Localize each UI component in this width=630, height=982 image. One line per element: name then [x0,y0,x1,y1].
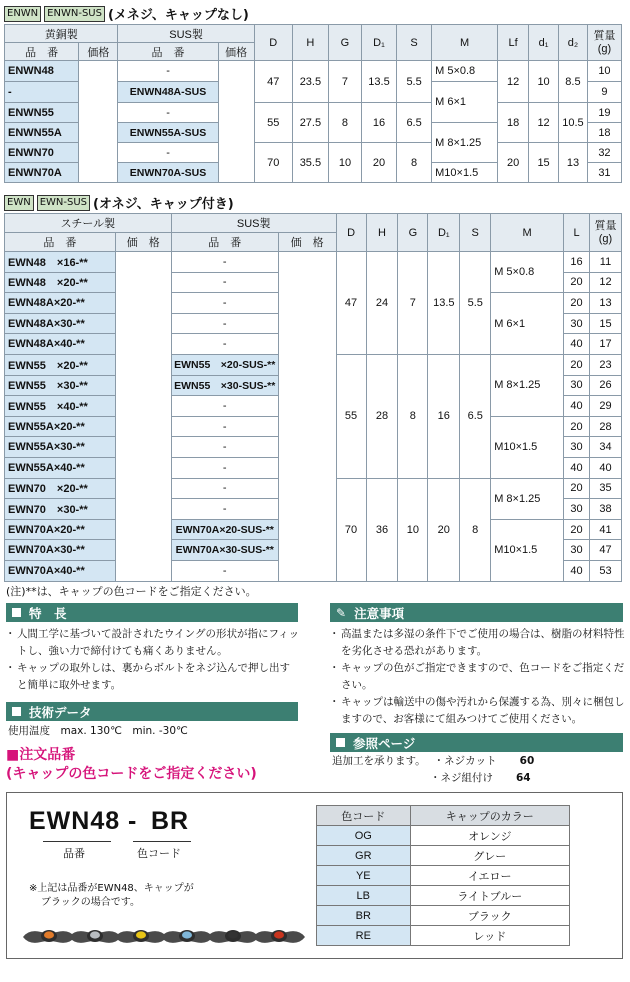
features-header [6,603,298,622]
spec-d2: 10.5 [559,103,588,143]
footnote: (注)**は、キャップの色コードをご指定ください。 [6,585,257,598]
header-mass: 質量(g) [590,214,622,252]
header-m: M [432,25,498,61]
tech-title: 技術データ [29,704,92,720]
color-code: YE [317,866,411,886]
color-code-table [316,805,570,946]
spec-mass: 47 [590,540,622,561]
spec-d1: 15 [529,143,559,183]
sus-part-number: - [171,334,278,355]
color-header-code: 色コード [317,806,411,826]
spec-d: 70 [254,143,292,183]
tech-header [6,702,298,721]
spec-l: 20 [564,293,590,314]
price-cell [79,61,118,183]
header-price2: 価 格 [278,233,336,252]
sus-part-number: - [171,396,278,417]
section1-header [4,4,249,23]
caution-item: ・ 高温または多湿の条件下でご使用の場合は、樹脂の材料特性を劣化させる恐れがあります。 [332,626,625,660]
spec-mass: 18 [587,123,621,143]
spec-d: 55 [254,103,292,143]
spec-s: 8 [397,143,432,183]
sus-part-number: ENWN55A-SUS [118,123,218,143]
spec-s: 5.5 [397,61,432,103]
spec-mass: 32 [587,143,621,163]
order-title-line2: (キャップの色コードをご指定ください) [6,766,257,782]
sus-part-number: - [171,560,278,581]
color-code: BR [317,906,411,926]
spec-mass: 35 [590,478,622,499]
enwn-spec-table [4,24,622,183]
table-row [5,61,622,82]
order-color-label: 色コード [137,847,181,860]
header-d1: D₁ [428,214,460,252]
table-row [5,252,622,273]
spec-l: 20 [564,354,590,375]
spec-m: M 8×1.25 [432,123,498,163]
brass-part-number: - [5,82,79,103]
steel-part-number: EWN55A×20-** [5,416,116,437]
steel-part-number: EWN70A×30-** [5,540,116,561]
price-cell [278,252,336,582]
brass-part-number: ENWN48 [5,61,79,82]
spec-l: 20 [564,478,590,499]
spec-m: M 6×1 [491,293,564,355]
header-steel: スチール製 [5,214,172,233]
header-d: D [254,25,292,61]
spec-h: 24 [366,252,398,355]
steel-part-number: EWN70 ×30-** [5,499,116,520]
tag-enwn: ENWN [4,6,41,22]
spec-d: 47 [336,252,366,355]
spec-h: 28 [366,354,398,478]
header-d2: d₂ [559,25,588,61]
order-color: BR [151,807,190,835]
sus-part-number: - [171,252,278,273]
square-icon [12,707,21,716]
sus-part-number: EWN55 ×30-SUS-** [171,375,278,396]
spec-l: 30 [564,437,590,458]
caution-item: ・ キャップは輸送中の傷や汚れから保護する為、別々に梱包しますので、お客様にて組みつけてご使用ください。 [332,694,625,728]
ref-item-label: ・ネジ組付け [430,772,493,784]
ref-title: 参照ページ [353,735,416,751]
ref-lead: 追加工を承ります。 [332,755,426,767]
steel-part-number: EWN55A×40-** [5,457,116,478]
sus-part-number: EWN70A×20-SUS-** [171,519,278,540]
order-code: EWN48 [29,807,121,835]
sus-part-number: - [118,103,218,123]
feature-item: ・ キャップの取外しは、裏からボルトをネジ込んで押し出すと簡単に取外せます。 [8,660,300,694]
spec-l: 20 [564,272,590,293]
spec-mass: 53 [590,560,622,581]
header-pn: 品 番 [5,233,116,252]
spec-mass: 12 [590,272,622,293]
order-code-label: 品番 [63,847,85,860]
header-m: M [491,214,564,252]
color-code: LB [317,886,411,906]
steel-part-number: EWN48 ×16-** [5,252,116,273]
header-sus: SUS製 [118,25,254,43]
spec-d1: 16 [361,103,396,143]
order-title-line1: ■注文品番 [6,747,76,763]
spec-lf: 12 [498,61,529,103]
brass-part-number: ENWN70 [5,143,79,163]
spec-m: M 8×1.25 [491,478,564,519]
spec-g: 10 [328,143,361,183]
header-d1-small: d₁ [529,25,559,61]
header-price: 価格 [79,43,118,61]
color-code: GR [317,846,411,866]
wrench-icon: ✎ [336,605,347,620]
sus-part-number: - [171,416,278,437]
order-title [6,746,257,784]
spec-d2: 8.5 [559,61,588,103]
spec-l: 40 [564,457,590,478]
tag-enwn-sus: ENWN-SUS [44,6,105,22]
steel-part-number: EWN48 ×20-** [5,272,116,293]
steel-part-number: EWN55A×30-** [5,437,116,458]
header-brass: 黄銅製 [5,25,118,43]
color-name: オレンジ [410,826,569,846]
spec-s: 6.5 [397,103,432,143]
brass-part-number: ENWN70A [5,163,79,183]
sus-part-number: - [171,457,278,478]
color-row [317,846,570,866]
spec-d: 47 [254,61,292,103]
spec-l: 40 [564,560,590,581]
color-row [317,866,570,886]
sus-part-number: - [118,143,218,163]
header-g: G [398,214,428,252]
spec-m: M 8×1.25 [491,354,564,416]
sus-part-number: - [171,293,278,314]
color-header-name: キャップのカラー [410,806,569,826]
spec-l: 30 [564,540,590,561]
spec-s: 5.5 [460,252,491,355]
header-l: L [564,214,590,252]
order-note-line2: ブラックの場合です。 [41,897,140,908]
spec-mass: 23 [590,354,622,375]
spec-mass: 11 [590,252,622,273]
spec-l: 16 [564,252,590,273]
features-list [8,626,300,694]
header-h: H [366,214,398,252]
steel-part-number: EWN55 ×30-** [5,375,116,396]
spec-l: 40 [564,334,590,355]
square-icon [12,608,21,617]
header-price: 価 格 [115,233,171,252]
spec-mass: 31 [587,163,621,183]
spec-mass: 29 [590,396,622,417]
caution-title: 注意事項 [354,605,405,621]
steel-part-number: EWN70 ×20-** [5,478,116,499]
spec-m: M 5×0.8 [491,252,564,293]
color-name: ブラック [410,906,569,926]
spec-l: 20 [564,416,590,437]
section1-title: (メネジ、キャップなし) [107,8,249,23]
section2-header [4,193,234,212]
steel-part-number: EWN48A×30-** [5,313,116,334]
sus-part-number: - [171,313,278,334]
header-mass: 質量(g) [587,25,621,61]
spec-d1: 12 [529,103,559,143]
spec-mass: 40 [590,457,622,478]
knob-icon [251,923,307,949]
feature-item: ・ 人間工学に基づいて設計されたウイングの形状が指にフィットし、強い力で締付けても痛くありません。 [8,626,300,660]
spec-m: M 5×0.8 [432,61,498,82]
sus-part-number: - [118,61,218,82]
spec-h: 23.5 [292,61,328,103]
ref-body [332,753,552,787]
features-title: 特 長 [29,605,67,621]
ewn-spec-table [4,213,622,582]
sus-part-number: EWN55 ×20-SUS-** [171,354,278,375]
spec-m: M10×1.5 [491,416,564,478]
spec-mass: 26 [590,375,622,396]
color-name: ライトブルー [410,886,569,906]
spec-d1: 13.5 [361,61,396,103]
ref-item-page[interactable]: 60 [519,755,535,767]
ref-item-label: ・ネジカット [433,755,497,767]
header-s: S [460,214,491,252]
spec-s: 8 [460,478,491,581]
spec-lf: 20 [498,143,529,183]
steel-part-number: EWN48A×20-** [5,293,116,314]
order-dash: - [128,807,138,835]
spec-d1: 20 [361,143,396,183]
spec-d: 55 [336,354,366,478]
spec-m: M10×1.5 [432,163,498,183]
color-code: RE [317,926,411,946]
ref-item-page[interactable]: 64 [516,772,531,784]
spec-mass: 17 [590,334,622,355]
spec-g: 8 [328,103,361,143]
steel-part-number: EWN55 ×40-** [5,396,116,417]
sus-part-number: - [171,272,278,293]
spec-mass: 15 [590,313,622,334]
color-name: グレー [410,846,569,866]
sus-part-number: - [171,478,278,499]
steel-part-number: EWN70A×20-** [5,519,116,540]
header-lf: Lf [498,25,529,61]
color-code: OG [317,826,411,846]
header-price2: 価格 [218,43,254,61]
spec-m: M 6×1 [432,82,498,123]
spec-l: 30 [564,375,590,396]
spec-g: 8 [398,354,428,478]
square-icon [336,738,345,747]
spec-m: M10×1.5 [491,519,564,581]
spec-lf: 18 [498,103,529,143]
sus-part-number: - [171,499,278,520]
spec-d1: 20 [428,478,460,581]
spec-s: 6.5 [460,354,491,478]
spec-l: 20 [564,519,590,540]
steel-part-number: EWN70A×40-** [5,560,116,581]
spec-g: 7 [328,61,361,103]
tag-ewn: EWN [4,195,34,211]
header-pn2: 品 番 [118,43,218,61]
spec-mass: 9 [587,82,621,103]
price-cell [218,61,254,183]
steel-part-number: EWN55 ×20-** [5,354,116,375]
header-d1: D₁ [361,25,396,61]
spec-mass: 13 [590,293,622,314]
spec-d: 70 [336,478,366,581]
spec-d2: 13 [559,143,588,183]
spec-l: 40 [564,396,590,417]
order-note-line1: ※上記は品番がEWN48、キャップが [29,883,194,894]
spec-mass: 38 [590,499,622,520]
header-pn2: 品 番 [171,233,278,252]
sus-part-number: ENWN48A-SUS [118,82,218,103]
color-row [317,926,570,946]
color-row [317,826,570,846]
section2-title: (オネジ、キャップ付き) [93,197,234,212]
sus-part-number: ENWN70A-SUS [118,163,218,183]
header-s: S [397,25,432,61]
spec-mass: 34 [590,437,622,458]
spec-h: 36 [366,478,398,581]
color-name: イエロー [410,866,569,886]
spec-mass: 10 [587,61,621,82]
spec-l: 30 [564,313,590,334]
steel-part-number: EWN48A×40-** [5,334,116,355]
header-g: G [328,25,361,61]
price-cell [115,252,171,582]
tag-ewn-sus: EWN-SUS [37,195,90,211]
color-name: レッド [410,926,569,946]
ref-header [330,733,623,752]
spec-d1: 13.5 [428,252,460,355]
caution-list [332,626,625,728]
spec-d1: 16 [428,354,460,478]
caution-header [330,603,623,622]
brass-part-number: ENWN55A [5,123,79,143]
sus-part-number: EWN70A×30-SUS-** [171,540,278,561]
order-note [29,882,194,910]
sus-part-number: - [171,437,278,458]
spec-mass: 28 [590,416,622,437]
header-h: H [292,25,328,61]
spec-g: 10 [398,478,428,581]
color-row [317,886,570,906]
tech-text: 使用温度 max. 130℃ min. -30℃ [8,725,188,737]
header-pn: 品 番 [5,43,79,61]
brass-part-number: ENWN55 [5,103,79,123]
spec-l: 30 [564,499,590,520]
spec-mass: 41 [590,519,622,540]
spec-h: 27.5 [292,103,328,143]
spec-d1: 10 [529,61,559,103]
color-row [317,906,570,926]
spec-g: 7 [398,252,428,355]
caution-item: ・ キャップの色がご指定できますので、色コードをご指定ください。 [332,660,625,694]
spec-mass: 19 [587,103,621,123]
header-d: D [336,214,366,252]
spec-h: 35.5 [292,143,328,183]
header-sus: SUS製 [171,214,336,233]
